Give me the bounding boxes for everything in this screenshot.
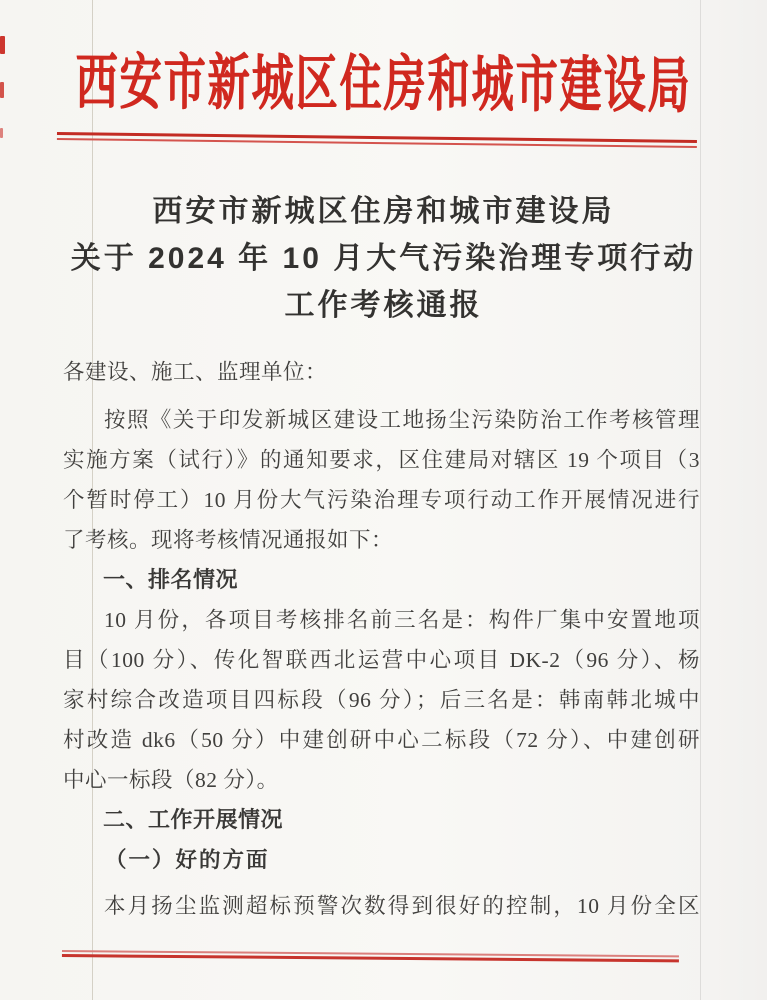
paragraph-line: 实施方案（试行）》的通知要求，区住建局对辖区 19 个项目（3	[63, 448, 700, 472]
paragraph-line: 家村综合改造项目四标段（96 分）；后三名是：韩南韩北城中	[63, 688, 700, 712]
paragraph-good-aspects	[63, 886, 700, 926]
subsection-heading-good-aspects: （一）好的方面	[105, 848, 270, 872]
scan-speck	[0, 128, 3, 138]
paragraph-line: 目（100 分）、传化智联西北运营中心项目 DK-2（96 分）、杨	[63, 648, 700, 672]
salutation: 各建设、施工、监理单位：	[63, 360, 328, 384]
paragraph-line: 了考核。现将考核情况通报如下：	[63, 528, 394, 552]
section-heading-ranking: 一、排名情况	[103, 567, 239, 592]
divider-line-thick	[62, 954, 679, 962]
document-title-line-2: 关于 2024 年 10 月大气污染治理专项行动	[70, 242, 697, 275]
paragraph-ranking	[63, 600, 700, 800]
divider-line-thin	[62, 950, 679, 957]
section-heading-work-progress: 二、工作开展情况	[103, 807, 284, 832]
paragraph-line: 个暂时停工）10 月份大气污染治理专项行动工作开展情况进行	[63, 488, 700, 512]
paragraph-line: 按照《关于印发新城区建设工地扬尘污染防治工作考核管理	[104, 408, 700, 432]
fold-line-right	[700, 0, 701, 1000]
document-title-line-3: 工作考核通报	[284, 289, 483, 322]
paragraph-line: 村改造 dk6（50 分）中建创研中心二标段（72 分）、中建创研	[63, 728, 700, 752]
divider-line-thin	[57, 138, 697, 148]
document-title-line-1: 西安市新城区住房和城市建设局	[152, 195, 615, 228]
paragraph-intro	[63, 400, 700, 560]
paragraph-line: 本月扬尘监测超标预警次数得到很好的控制，10 月份全区	[104, 894, 700, 918]
document-body	[63, 352, 700, 926]
document-title	[0, 188, 767, 329]
paragraph-line: 中心一标段（82 分）。	[63, 768, 279, 792]
divider-line-thick	[57, 132, 697, 143]
paragraph-line: 10 月份，各项目考核排名前三名是：构件厂集中安置地项	[104, 608, 700, 632]
letterhead-divider	[57, 132, 697, 148]
letterhead-title: 西安市新城区住房和城市建设局	[75, 50, 692, 122]
footer-divider	[62, 950, 679, 962]
